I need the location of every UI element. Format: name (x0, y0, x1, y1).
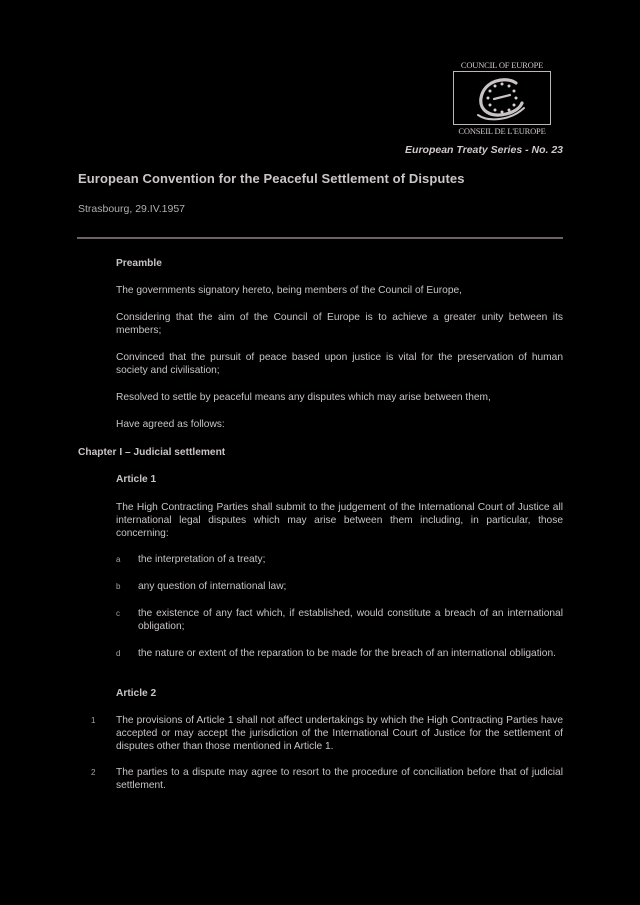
numbered-item-text: The parties to a dispute may agree to resort to the procedure of conciliation before that of judicial settlement. (116, 767, 563, 791)
list-item (116, 608, 563, 634)
preamble-paragraph: Resolved to settle by peaceful means any disputes which may arise between them, (116, 392, 491, 403)
council-of-europe-logo (451, 60, 553, 136)
list-item-text: any question of international law; (138, 581, 287, 592)
chapter-heading: Chapter I – Judicial settlement (78, 447, 226, 458)
list-item (116, 554, 563, 567)
preamble-paragraph: The governments signatory hereto, being members of the Council of Europe, (116, 285, 462, 296)
council-of-europe-emblem-icon (453, 71, 551, 125)
logo-bottom-text: CONSEIL DE L'EUROPE (458, 126, 546, 136)
list-marker: a (116, 555, 121, 564)
list-marker: c (116, 609, 120, 618)
item-number: 2 (91, 768, 96, 777)
article-2-heading: Article 2 (116, 688, 157, 699)
preamble-paragraph: Considering that the aim of the Council of Europe is to achieve a greater unity between its members; (116, 312, 563, 336)
article-1-heading: Article 1 (116, 474, 157, 485)
list-marker: b (116, 582, 121, 591)
place-and-date: Strasbourg, 29.IV.1957 (78, 203, 186, 215)
list-item-text: the nature or extent of the reparation to be made for the breach of an international obligation. (138, 648, 556, 659)
preamble-paragraph: Convinced that the pursuit of peace based upon justice is vital for the preservation of human society and civilisation; (116, 352, 563, 376)
treaty-series-label: European Treaty Series - No. 23 (405, 144, 563, 156)
numbered-item (91, 767, 563, 793)
horizontal-rule (77, 237, 563, 239)
list-item-text: the existence of any fact which, if established, would constitute a breach of an international obligation; (138, 608, 563, 632)
preamble-paragraph: Have agreed as follows: (116, 419, 225, 430)
item-number: 1 (91, 716, 96, 725)
article-1-intro: The High Contracting Parties shall submit to the judgement of the International Court of Justice all international legal disputes which may arise between them including, in particular, those concerning: (116, 502, 563, 539)
numbered-item (91, 715, 563, 753)
document-title: European Convention for the Peaceful Settlement of Disputes (78, 171, 465, 186)
list-item (116, 648, 563, 661)
logo-top-text: COUNCIL OF EUROPE (460, 60, 544, 70)
list-item (116, 581, 563, 594)
list-item-text: the interpretation of a treaty; (138, 554, 266, 565)
list-marker: d (116, 649, 121, 658)
numbered-item-text: The provisions of Article 1 shall not affect undertakings by which the High Contracting Parties have accepted or may accept the jurisdiction of the International Court of Justice for the settlement of disputes other than those mentioned in Article 1. (116, 715, 563, 752)
preamble-heading: Preamble (116, 258, 162, 269)
